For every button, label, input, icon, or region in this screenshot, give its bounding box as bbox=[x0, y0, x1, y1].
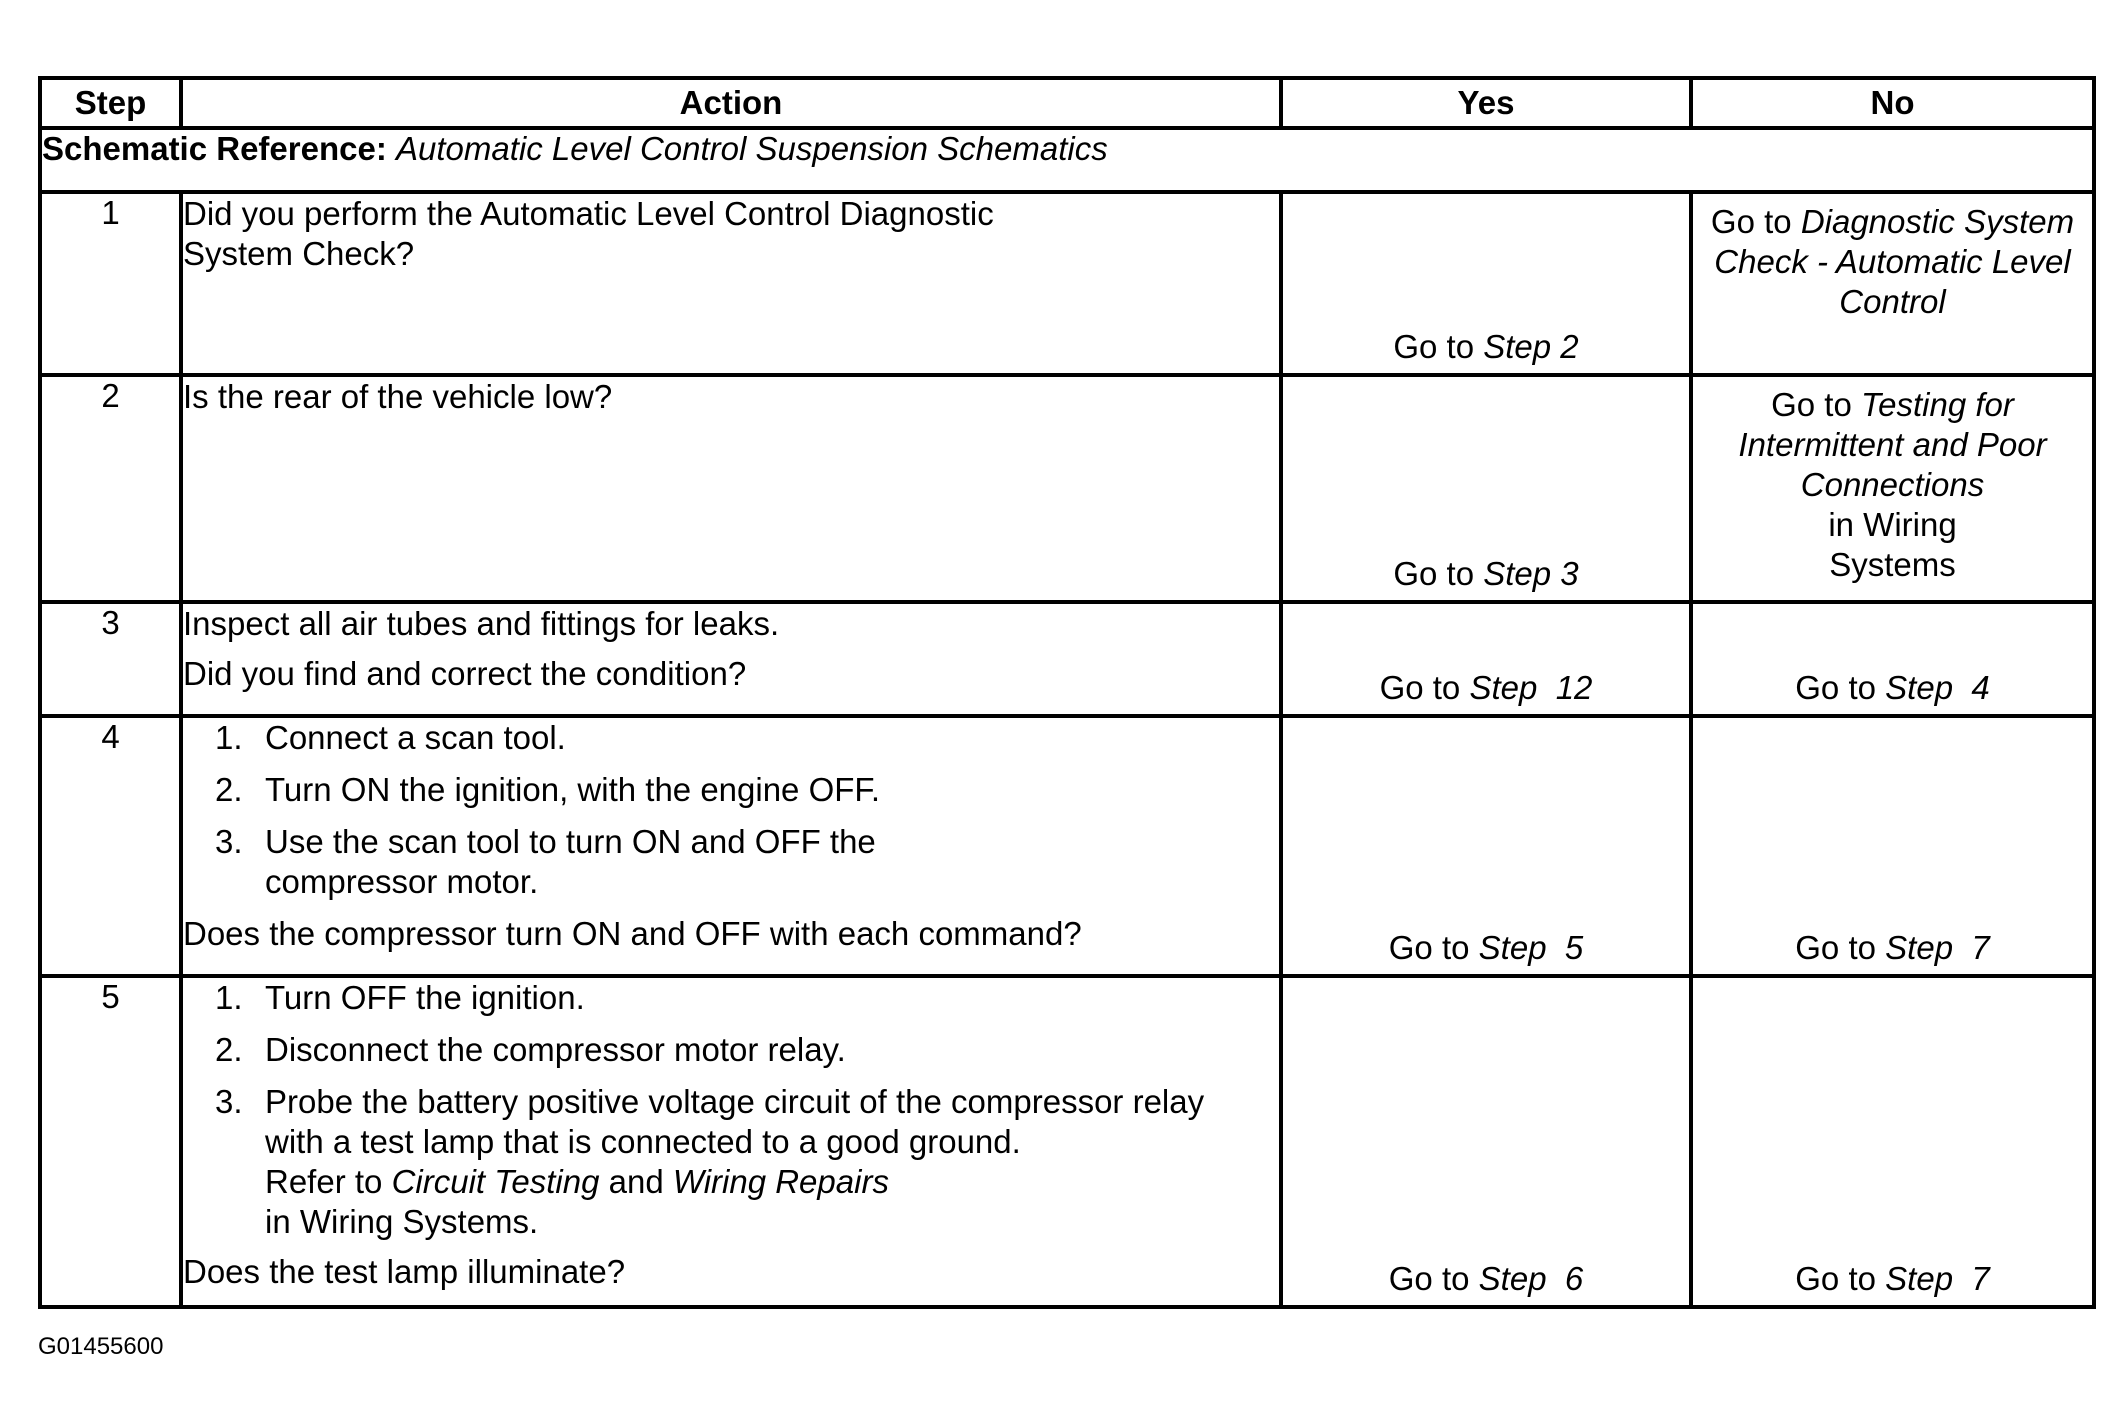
goto-label: Go to bbox=[1795, 1260, 1876, 1297]
substep-text-block bbox=[265, 1082, 1245, 1242]
wiring-repairs-link[interactable]: Wiring Repairs bbox=[672, 1163, 889, 1200]
substep-text: Probe the battery positive voltage circuit of the compressor relay with a test lamp that is connected to a good ground. bbox=[265, 1083, 1205, 1160]
yes-step-link[interactable]: Step 6 bbox=[1478, 1260, 1584, 1297]
action-cell bbox=[181, 602, 1281, 716]
goto-label: Go to bbox=[1795, 669, 1876, 706]
substep-text: Connect a scan tool. bbox=[265, 719, 566, 756]
table-row bbox=[40, 192, 2094, 375]
header-yes: Yes bbox=[1281, 78, 1691, 128]
action-question: Did you find and correct the condition? bbox=[183, 655, 747, 692]
substep-item bbox=[215, 822, 1279, 902]
substep-text: Disconnect the compressor motor relay. bbox=[265, 1031, 846, 1068]
substep-text: Turn ON the ignition, with the engine OFF. bbox=[265, 771, 881, 808]
substep-number: 2. bbox=[215, 771, 243, 808]
no-cell bbox=[1691, 976, 2094, 1307]
yes-step-link[interactable]: Step 5 bbox=[1478, 929, 1584, 966]
action-question: Does the compressor turn ON and OFF with each command? bbox=[183, 915, 1082, 952]
no-cell bbox=[1691, 716, 2094, 976]
substep-number: 2. bbox=[215, 1031, 243, 1068]
substep-number: 1. bbox=[215, 719, 243, 756]
no-step-link[interactable]: Step 7 bbox=[1885, 1260, 1990, 1297]
table-row bbox=[40, 375, 2094, 602]
diagnostic-table bbox=[38, 76, 2096, 1309]
no-goto[interactable] bbox=[1693, 194, 2092, 322]
no-cell bbox=[1691, 192, 2094, 375]
yes-goto[interactable] bbox=[1283, 1259, 1689, 1299]
goto-label: Go to bbox=[1393, 328, 1475, 365]
circuit-testing-link[interactable]: Circuit Testing bbox=[391, 1163, 600, 1200]
yes-goto[interactable] bbox=[1283, 928, 1689, 968]
no-reference-link[interactable]: Testing for Intermittent and Poor Connections bbox=[1738, 386, 2047, 503]
substep-item bbox=[215, 770, 1279, 810]
substep-item bbox=[215, 1030, 1279, 1070]
yes-goto[interactable] bbox=[1283, 327, 1689, 367]
header-action: Action bbox=[181, 78, 1281, 128]
substep-item bbox=[215, 718, 1279, 758]
table-row bbox=[40, 602, 2094, 716]
figure-id: G01455600 bbox=[38, 1333, 164, 1360]
yes-goto[interactable] bbox=[1283, 668, 1689, 708]
substep-number: 3. bbox=[215, 823, 243, 860]
action-text: Inspect all air tubes and fittings for leaks. bbox=[183, 605, 780, 642]
substep-text: Use the scan tool to turn ON and OFF the compressor motor. bbox=[265, 823, 876, 900]
no-goto[interactable] bbox=[1693, 377, 2092, 585]
goto-label: Go to bbox=[1795, 929, 1876, 966]
goto-label: Go to bbox=[1379, 669, 1461, 706]
yes-cell bbox=[1281, 976, 1691, 1307]
table-row bbox=[40, 976, 2094, 1307]
goto-label: Go to bbox=[1771, 386, 1852, 423]
yes-step-link[interactable]: Step 2 bbox=[1483, 328, 1579, 365]
schematic-link[interactable]: Automatic Level Control Suspension Schematics bbox=[396, 130, 1108, 167]
no-step-link[interactable]: Step 7 bbox=[1885, 929, 1990, 966]
step-number: 5 bbox=[40, 976, 181, 1307]
goto-label: Go to bbox=[1710, 203, 1792, 240]
action-cell bbox=[181, 192, 1281, 375]
no-cell bbox=[1691, 602, 2094, 716]
and-label: and bbox=[608, 1163, 664, 1200]
schematic-label: Schematic Reference: bbox=[42, 130, 387, 167]
substep-list bbox=[183, 718, 1279, 902]
no-goto[interactable] bbox=[1693, 928, 2092, 968]
yes-goto[interactable] bbox=[1283, 554, 1689, 594]
goto-label: Go to bbox=[1393, 555, 1475, 592]
step-number: 3 bbox=[40, 602, 181, 716]
step-number: 1 bbox=[40, 192, 181, 375]
yes-cell bbox=[1281, 192, 1691, 375]
step-number: 2 bbox=[40, 375, 181, 602]
in-wiring-systems-label: in Wiring Systems. bbox=[265, 1203, 539, 1240]
substep-text: Turn OFF the ignition. bbox=[265, 979, 585, 1016]
action-question: Does the test lamp illuminate? bbox=[183, 1253, 626, 1290]
header-no: No bbox=[1691, 78, 2094, 128]
no-reference-link[interactable]: Diagnostic System Check - Automatic Level Control bbox=[1714, 203, 2075, 320]
substep-item bbox=[215, 1082, 1279, 1242]
header-step: Step bbox=[40, 78, 181, 128]
substep-list bbox=[183, 978, 1279, 1242]
action-cell bbox=[181, 716, 1281, 976]
yes-step-link[interactable]: Step 12 bbox=[1469, 669, 1593, 706]
goto-label: Go to bbox=[1388, 1260, 1470, 1297]
substep-item bbox=[215, 978, 1279, 1018]
action-cell bbox=[181, 976, 1281, 1307]
goto-label: Go to bbox=[1388, 929, 1470, 966]
table-row bbox=[40, 716, 2094, 976]
yes-cell bbox=[1281, 375, 1691, 602]
action-text: Did you perform the Automatic Level Control Diagnostic System Check? bbox=[183, 195, 994, 272]
header-row bbox=[40, 78, 2094, 128]
schematic-reference bbox=[40, 128, 2094, 192]
no-goto[interactable] bbox=[1693, 668, 2092, 708]
schematic-reference-row bbox=[40, 128, 2094, 192]
substep-number: 3. bbox=[215, 1083, 243, 1120]
action-cell bbox=[181, 375, 1281, 602]
no-goto[interactable] bbox=[1693, 1259, 2092, 1299]
no-cell bbox=[1691, 375, 2094, 602]
refer-to-label: Refer to bbox=[265, 1163, 383, 1200]
yes-cell bbox=[1281, 716, 1691, 976]
no-reference-suffix: in Wiring Systems bbox=[1828, 506, 1957, 583]
yes-step-link[interactable]: Step 3 bbox=[1483, 555, 1579, 592]
substep-number: 1. bbox=[215, 979, 243, 1016]
step-number: 4 bbox=[40, 716, 181, 976]
no-step-link[interactable]: Step 4 bbox=[1885, 669, 1990, 706]
action-text: Is the rear of the vehicle low? bbox=[183, 378, 613, 415]
yes-cell bbox=[1281, 602, 1691, 716]
